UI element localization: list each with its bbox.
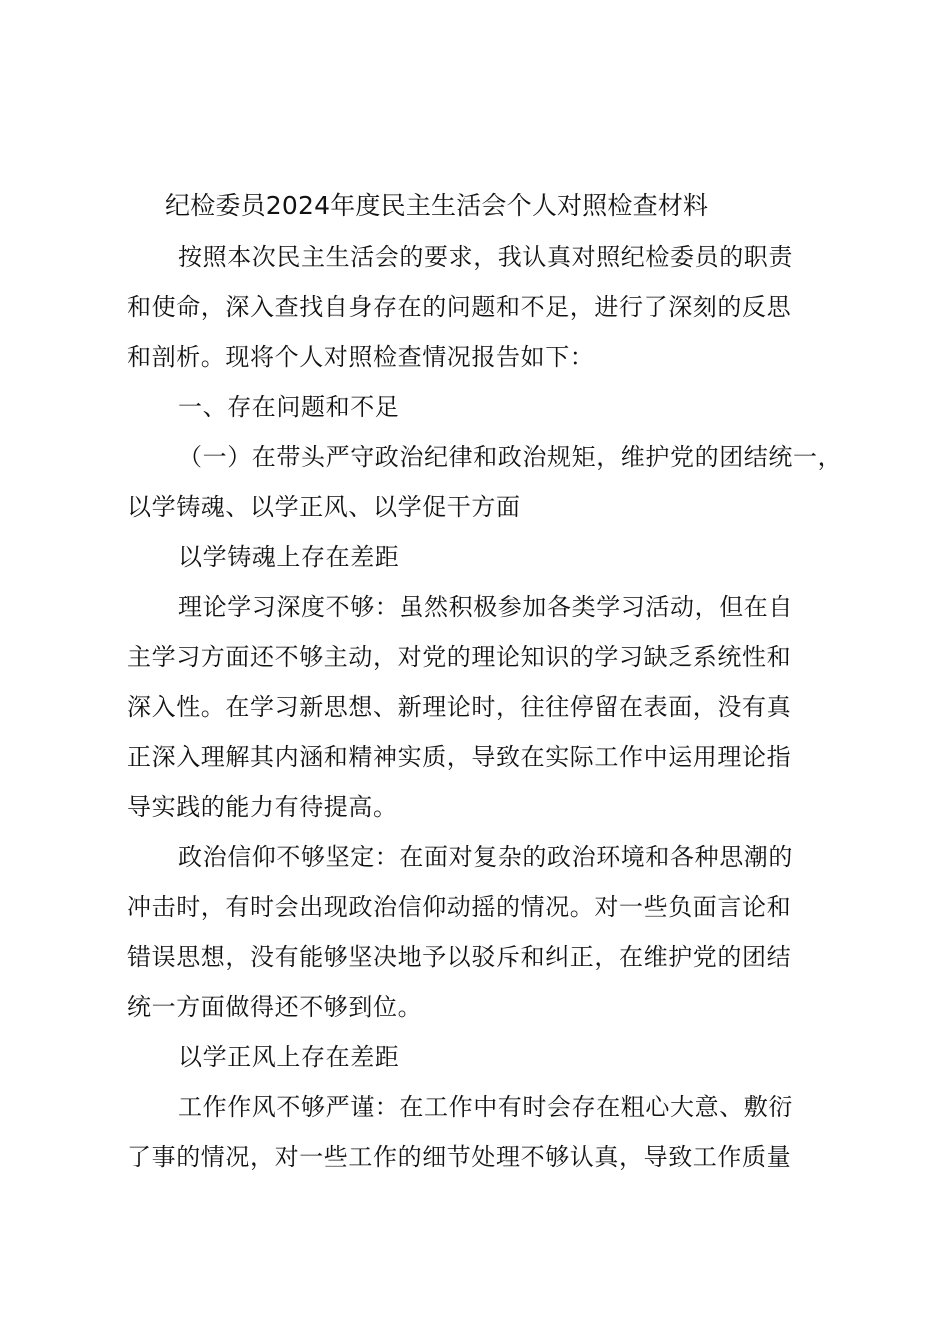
text-line: 正深入理解其内涵和精神实质，导致在实际工作中运用理论指: [127, 743, 792, 771]
text-line: 一、存在问题和不足: [178, 393, 400, 421]
text-line: 错误思想，没有能够坚决地予以驳斥和纠正，在维护党的团结: [127, 943, 792, 971]
text-line: 政治信仰不够坚定：在面对复杂的政治环境和各种思潮的: [178, 843, 793, 871]
text-line: 以学正风上存在差距: [178, 1043, 400, 1071]
topic-heading-2: [127, 1032, 832, 1082]
body-paragraph: [127, 1082, 832, 1182]
text-line: 和使命，深入查找自身存在的问题和不足，进行了深刻的反思: [127, 293, 792, 321]
text-line: 理论学习深度不够：虽然积极参加各类学习活动，但在自: [178, 593, 793, 621]
text-line: 深入性。在学习新思想、新理论时，往往停留在表面，没有真: [127, 693, 792, 721]
text-line: 冲击时，有时会出现政治信仰动摇的情况。对一些负面言论和: [127, 893, 792, 921]
topic-heading-1: [127, 532, 832, 582]
text-line: 以学铸魂上存在差距: [178, 543, 400, 571]
document-title: 纪检委员2024年度民主生活会个人对照检查材料: [165, 191, 709, 220]
subsection-heading-1: [127, 432, 843, 532]
text-line: 按照本次民主生活会的要求，我认真对照纪检委员的职责: [178, 243, 793, 271]
intro-paragraph: [127, 232, 832, 382]
text-line: 统一方面做得还不够到位。: [127, 993, 423, 1021]
text-line: （一）在带头严守政治纪律和政治规矩，维护党的团结统一，: [178, 443, 843, 471]
section-heading-1: [127, 382, 832, 432]
text-line: 导实践的能力有待提高。: [127, 793, 398, 821]
text-line: 工作作风不够严谨：在工作中有时会存在粗心大意、敷衍: [178, 1093, 793, 1121]
body-paragraph: [127, 832, 832, 1032]
text-line: 了事的情况，对一些工作的细节处理不够认真，导致工作质量: [127, 1143, 792, 1171]
body-paragraph: [127, 582, 832, 832]
text-line: 和剖析。现将个人对照检查情况报告如下：: [127, 343, 595, 371]
text-line: 主学习方面还不够主动，对党的理论知识的学习缺乏系统性和: [127, 643, 792, 671]
text-line: 以学铸魂、以学正风、以学促干方面: [127, 493, 521, 521]
